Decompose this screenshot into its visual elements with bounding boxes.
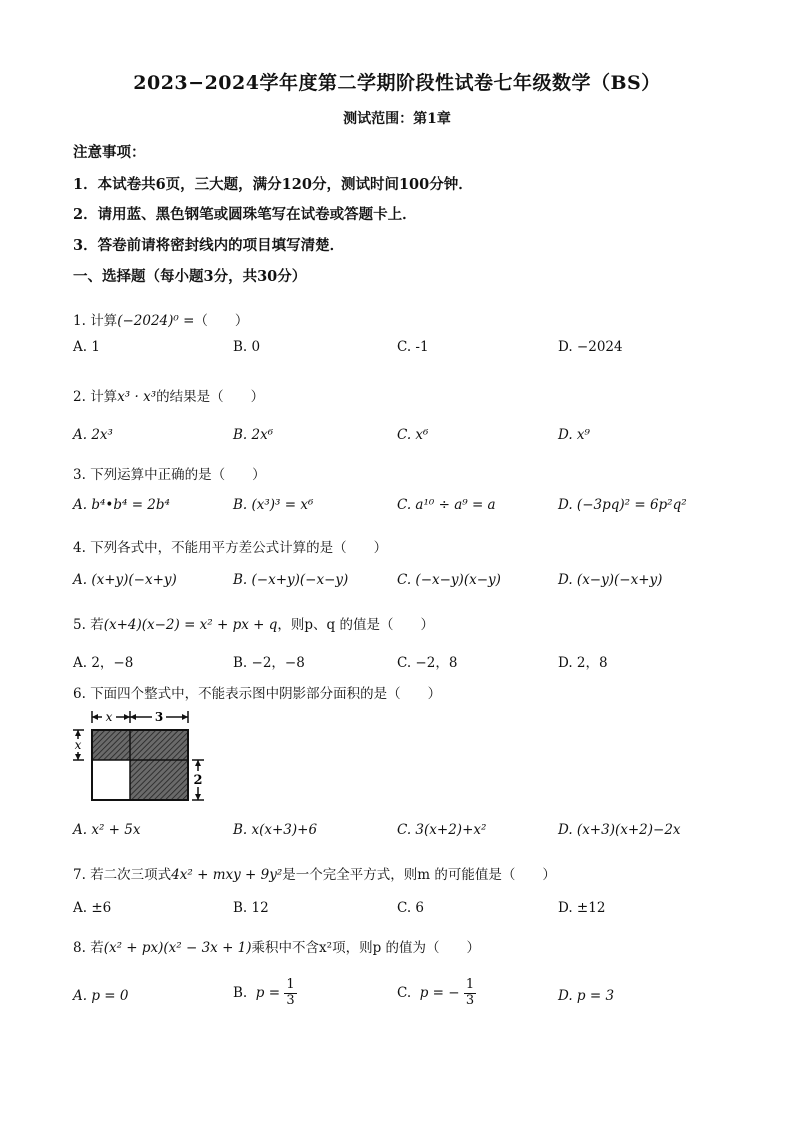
option-1d: D. −2024 [558,339,623,355]
option-4c: C. (−x−y)(x−y) [397,572,501,588]
question-5: 5. 若(x+4)(x−2) = x² + px + q，则p、q 的值是（ ） [73,617,434,633]
option-6c: C. 3(x+2)+x² [397,822,487,838]
math-expr: (x² + px)(x² − 3x + 1) [103,940,252,956]
option-7b: B. 12 [233,900,269,916]
option-8b: B. p = $\frac{1}{3}$ [233,977,295,1008]
option-5b: B. −2，−8 [233,655,305,671]
label-3: 3 [154,710,164,724]
question-1: 1. 计算(−2024)⁰ =（ ） [73,313,249,329]
exam-scope: 测试范围：第1章 [343,111,451,127]
option-2a: A. 2x³ [73,427,113,443]
question-2: 2. 计算x³ · x³的结果是（ ） [73,389,265,405]
question-4: 4. 下列各式中，不能用平方差公式计算的是（ ） [73,540,388,556]
option-7a: A. ±6 [73,900,112,916]
option-6d: D. (x+3)(x+2)−2x [558,822,681,838]
option-3c: C. a¹⁰ ÷ a⁹ = a [397,497,496,513]
section-heading: 一、选择题（每小题3分，共30分） [73,268,307,285]
question-number: 3. [73,467,86,483]
math-expr: (x+4)(x−2) = x² + px + q [103,617,278,633]
option-4d: D. (x−y)(−x+y) [558,572,663,588]
math-expr: (−2024)⁰ = [117,313,195,329]
question-number: 7. [73,867,86,883]
area-figure [70,708,210,808]
question-number: 2. [73,389,86,405]
option-5d: D. 2，8 [558,655,608,671]
option-2c: C. x⁶ [397,427,429,443]
option-1a: A. 1 [73,339,100,355]
note-item-3: 3．答卷前请将密封线内的项目填写清楚． [73,237,345,254]
option-7d: D. ±12 [558,900,606,916]
label-x-side: x [74,738,82,752]
label-x-top: x [105,710,113,724]
notes-heading: 注意事项： [73,144,146,161]
question-8: 8. 若(x² + px)(x² − 3x + 1)乘积中不含x²项，则p 的值为（ ） [73,940,481,956]
question-number: 4. [73,540,86,556]
option-8a: A. p = 0 [73,988,129,1004]
math-expr: x³ · x³ [117,389,157,405]
note-item-2: 2．请用蓝、黑色钢笔或圆珠笔写在试卷或答题卡上． [73,206,417,223]
question-3: 3. 下列运算中正确的是（ ） [73,467,266,483]
option-3a: A. b⁴•b⁴ = 2b⁴ [73,497,170,513]
option-1c: C. -1 [397,339,429,355]
option-6a: A. x² + 5x [73,822,141,838]
option-3d: D. (−3pq)² = 6p²q² [558,497,687,513]
question-number: 6. [73,686,86,702]
option-2b: B. 2x⁶ [233,427,274,443]
option-8d: D. p = 3 [558,988,615,1004]
option-6b: B. x(x+3)+6 [233,822,318,838]
option-5c: C. −2，8 [397,655,458,671]
exam-title: 2023−2024学年度第二学期阶段性试卷七年级数学（BS） [133,72,661,94]
option-4b: B. (−x+y)(−x−y) [233,572,349,588]
math-expr: 4x² + mxy + 9y² [171,867,283,883]
option-3b: B. (x³)³ = x⁶ [233,497,314,513]
question-number: 5. [73,617,86,633]
option-8c: C. p = − $\frac{1}{3}$ [397,977,475,1008]
label-2: 2 [193,773,203,788]
question-number: 8. [73,940,86,956]
question-6: 6. 下面四个整式中，不能表示图中阴影部分面积的是（ ） [73,686,442,702]
option-4a: A. (x+y)(−x+y) [73,572,177,588]
option-7c: C. 6 [397,900,425,916]
option-1b: B. 0 [233,339,261,355]
option-2d: D. x⁹ [558,427,590,443]
option-5a: A. 2，−8 [73,655,134,671]
question-7: 7. 若二次三项式4x² + mxy + 9y²是一个完全平方式，则m 的可能值是（ ） [73,867,556,883]
question-number: 1. [73,313,86,329]
note-item-1: 1．本试卷共6页，三大题，满分120分，测试时间100分钟． [73,176,473,193]
